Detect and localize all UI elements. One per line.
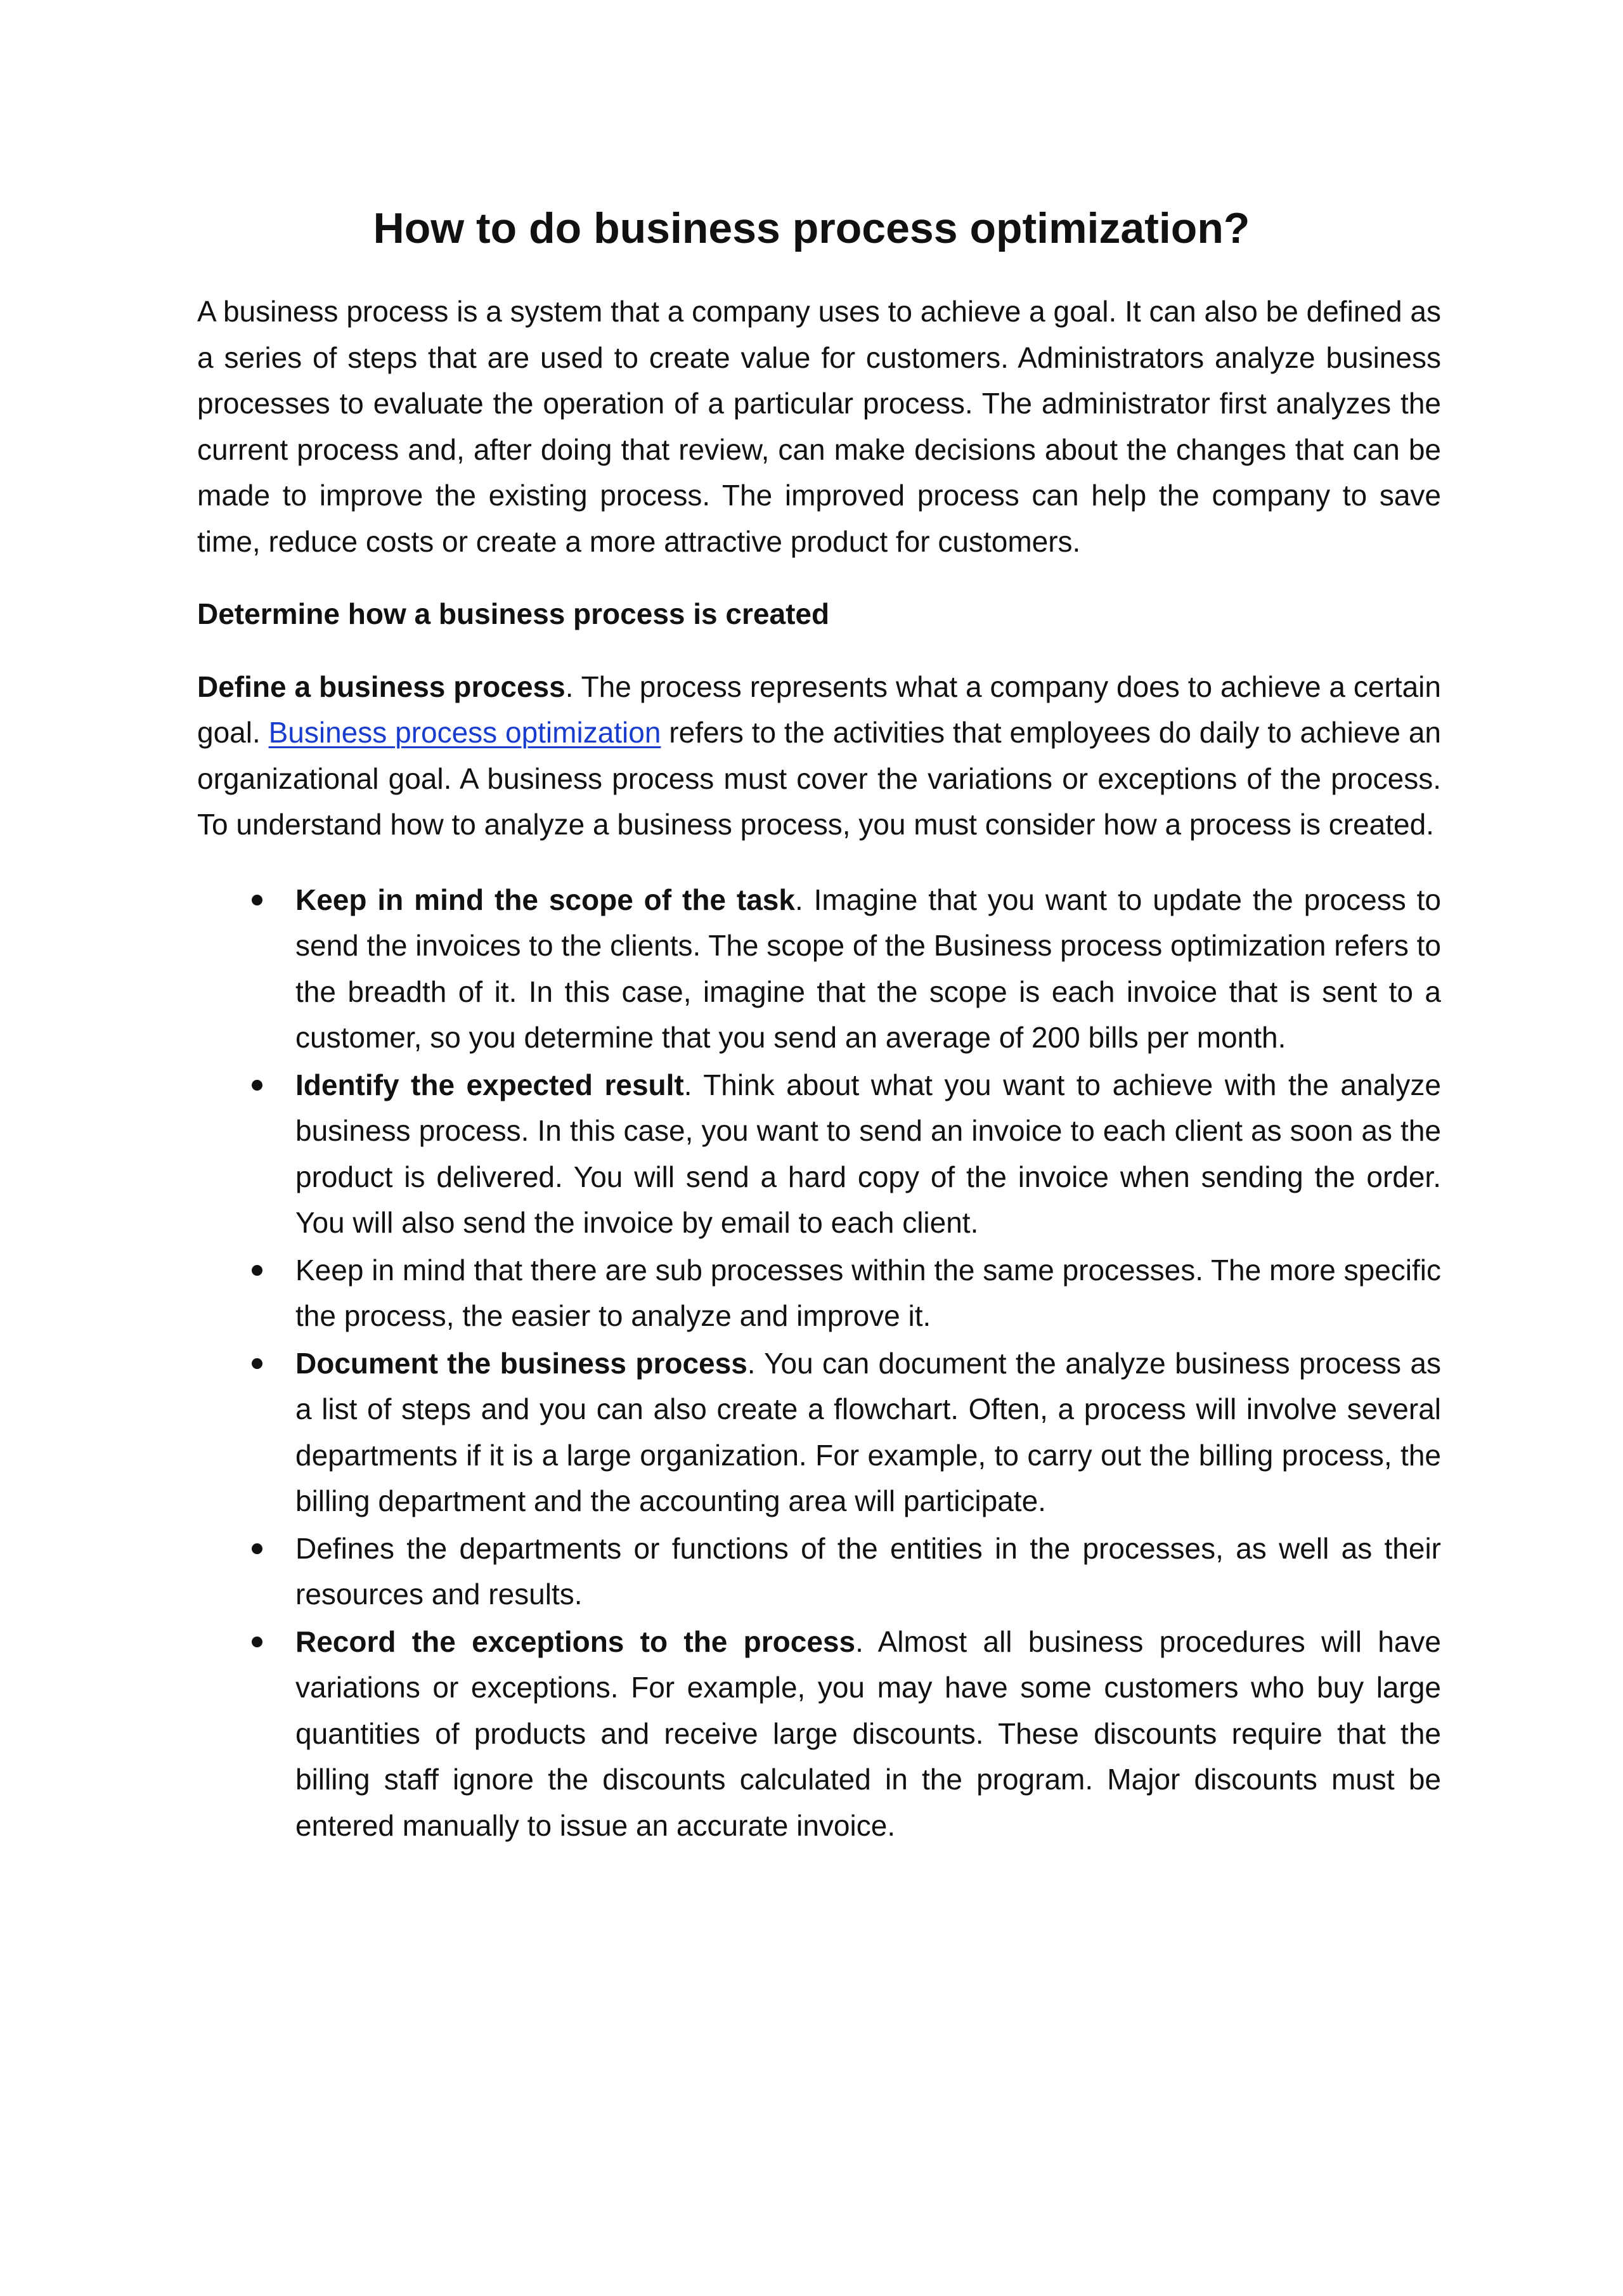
define-text-after-link: refers to the activities that employees do daily to achieve an organizational goal. A business process must cover the variations or exceptions of the process. To understand how to analyze a business process, you must consider how a process is created.	[197, 716, 1441, 841]
bullet-icon	[252, 1637, 262, 1647]
bullet-icon	[252, 1543, 262, 1554]
bullet-icon	[252, 1358, 262, 1369]
define-lead: Define a business process	[197, 670, 566, 703]
bullet-text: . Almost all business procedures will have variations or exceptions. For example, you may have some customers who buy large quantities of products and receive large discounts. These discounts require that the billing staff ignore the discounts calculated in the program. Major discounts must be entered manually to issue an accurate invoice.	[295, 1625, 1441, 1842]
list-item	[197, 877, 1441, 1061]
bullet-text: . Imagine that you want to update the process to send the invoices to the clients. The scope of the Business process optimization refers to the breadth of it. In this case, imagine that the scope is each invoice that is sent to a customer, so you determine that you send an average of 200 bills per month.	[295, 883, 1441, 1054]
list-item	[197, 1526, 1441, 1618]
bullet-lead: Keep in mind the scope of the task	[295, 883, 795, 916]
page-title: How to do business process optimization?	[373, 204, 1250, 252]
intro-paragraph: A business process is a system that a company uses to achieve a goal. It can also be defined as a series of steps that are used to create value for customers. Administrators analyze business processes to evaluate the operation of a particular process. The administrator first analyzes the current process and, after doing that review, can make decisions about the changes that can be made to improve the existing process. The improved process can help the company to save time, reduce costs or create a more attractive product for customers.	[197, 295, 1441, 558]
bullet-icon	[252, 1080, 262, 1091]
define-paragraph	[197, 664, 1441, 848]
define-text-before-link: . The process represents what a company does to achieve a certain goal.	[197, 670, 1441, 749]
list-item	[197, 1340, 1441, 1524]
bullet-text: Defines the departments or functions of the entities in the processes, as well as their resources and results.	[295, 1531, 1441, 1611]
bullet-lead: Record the exceptions to the process	[295, 1625, 856, 1658]
document-body	[197, 289, 1441, 1850]
bullet-text: . You can document the analyze business process as a list of steps and you can also create a flowchart. Often, a process will involve several departments if it is a large organization. For example, to carry out the billing process, the billing department and the accounting area will participate.	[295, 1346, 1441, 1517]
list-item	[197, 1062, 1441, 1246]
bullet-lead: Identify the expected result	[295, 1068, 684, 1101]
bullet-list	[197, 877, 1441, 1849]
list-item	[197, 1247, 1441, 1339]
business-process-optimization-link[interactable]: Business process optimization	[268, 716, 661, 749]
bullet-text: Keep in mind that there are sub processes within the same processes. The more specific the process, the easier to analyze and improve it.	[295, 1253, 1441, 1332]
section-heading: Determine how a business process is created	[197, 597, 830, 630]
bullet-icon	[252, 895, 262, 905]
bullet-lead: Document the business process	[295, 1346, 747, 1380]
bullet-text: . Think about what you want to achieve with the analyze business process. In this case, you want to send an invoice to each client as soon as the product is delivered. You will send a hard copy of the invoice when sending the order. You will also send the invoice by email to each client.	[295, 1068, 1441, 1239]
bullet-icon	[252, 1265, 262, 1276]
list-item	[197, 1619, 1441, 1849]
